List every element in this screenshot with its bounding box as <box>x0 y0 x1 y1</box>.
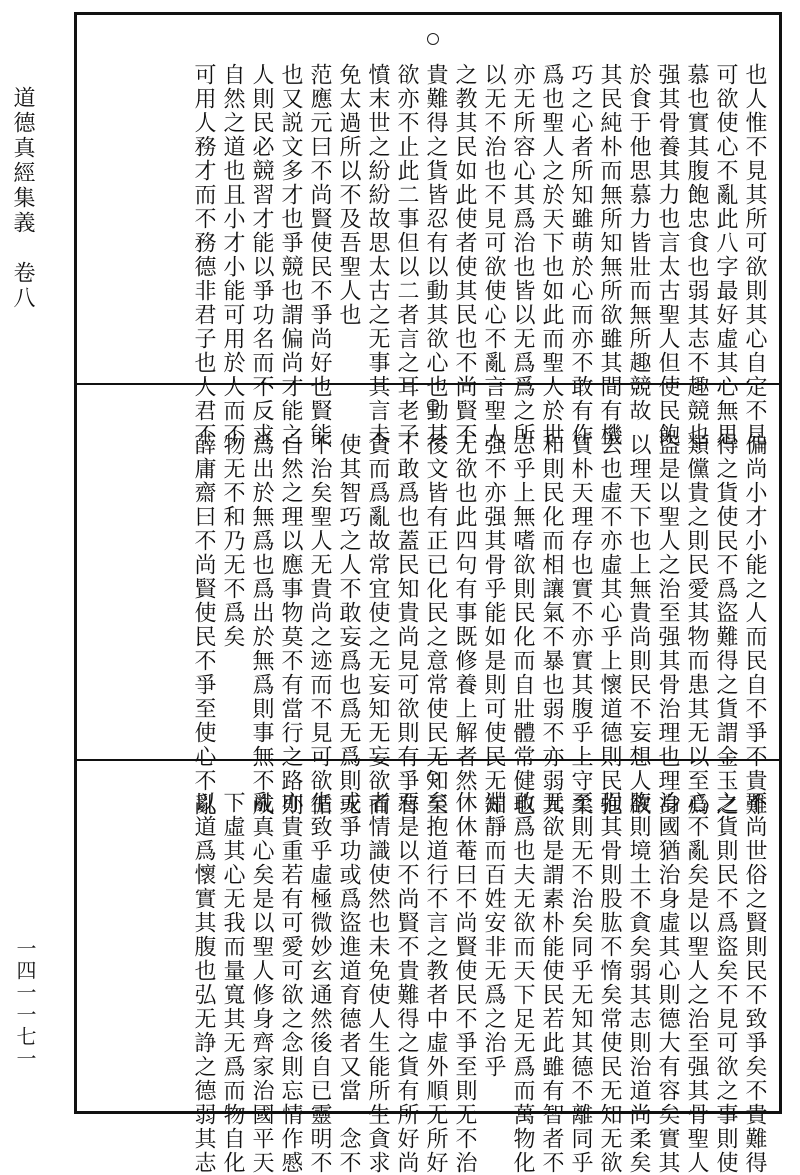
panel-top <box>77 15 779 447</box>
text-column: 或爭功或爲盜進道育德者又當一念不 <box>336 791 361 1175</box>
text-column: 亂真心矣是以聖人修身齊家治國平天 <box>249 791 274 1175</box>
text-column: 矣抱道行不言之教者中虛外順无所好 <box>423 791 448 1175</box>
text-column: 可用人務才而不務德非君子也人君不 <box>191 63 216 447</box>
panel-middle <box>77 385 779 817</box>
text-column: 貪而爲亂故常宜使之无妄知无妄欲而 <box>365 433 390 817</box>
text-column: 强不亦强其骨乎能如是則可使民无知 <box>481 433 506 817</box>
text-column: 和則民化而相讓氣不暴也弱不亦弱其 <box>539 433 564 817</box>
text-columns <box>189 791 769 1175</box>
text-column: 者情識使然也未免使人生能所生貪求 <box>365 791 390 1175</box>
text-column: 偏尚小才小能之人而民自不爭不貴難 <box>742 433 767 817</box>
text-column: 生致乎虛極微妙玄通然後自已靈明不 <box>307 791 332 1175</box>
text-column: 貴難得之貨皆忍有以動其欲心也動其 <box>423 63 448 447</box>
text-column: 巧之心者所知雖萌於心而亦不敢有作 <box>568 63 593 447</box>
text-column: 之貨則民不爲盜矣不見可欲之事則使 <box>713 791 738 1175</box>
text-column: 不尚世俗之賢則民不致爭矣不貴難得 <box>742 791 767 1175</box>
text-column: 人則民必競習才能以爭功名而不反求 <box>249 63 274 447</box>
text-column: 休休菴曰不尚賢使民不爭至則无不治 <box>452 791 477 1175</box>
text-column: 於食于他思慕力皆壯而無所趣競故 <box>626 63 651 423</box>
panel-bottom <box>77 761 779 1175</box>
text-column: 憤末世之紛紛故思太古之无事其言未 <box>365 63 390 447</box>
text-column: 范應元曰不尚賢使民不爭尚好也賢能 <box>307 63 332 447</box>
text-column: 慕也實其腹飽忠食也弱其志不趣競也 <box>684 63 709 447</box>
text-column: 亦貴重若有可愛可欲之念則忘情作慼 <box>278 791 303 1175</box>
text-column: 其民純朴而無所知無所欲雖其間有機 <box>597 63 622 447</box>
text-column: 志乎上無嗜欲則民化而自壯體常健也 <box>510 433 535 817</box>
text-column: 盜是以聖人之治至强其骨治理也理身 <box>655 433 680 817</box>
text-column: 腹則境土不貪矣弱其志則治道尚柔矣 <box>626 791 651 1175</box>
text-column: 无欲是謂素朴能使民若此雖有智者不 <box>539 791 564 1175</box>
margin-page-number: 一四一一七一 <box>13 938 37 1070</box>
circle-mark-icon <box>427 771 439 783</box>
text-column: 也人惟不見其所可欲則其心自定不見 <box>742 63 767 447</box>
text-column: 自然之道也且小才小能可用於人而不 <box>220 63 245 447</box>
text-column: 无欲也此四句有事既修養上解者然 <box>452 433 477 793</box>
text-columns <box>189 433 769 817</box>
text-column: 免太過所以不及吾聖人也 <box>336 63 361 327</box>
page-frame <box>74 12 782 1175</box>
text-column: 薛庸齋曰不尚賢使民不爭至使心不亂 <box>191 433 216 817</box>
text-column: 亦无所容心其爲治也皆以无爲爲之所 <box>510 63 535 447</box>
text-column: 以无不治也不見可欲使心不亂言聖人 <box>481 63 506 447</box>
text-column: 惡是以不尚賢不貴難得之貨有所好尚 <box>394 791 419 1175</box>
text-column: 强其骨則股肱不惰矣常使民无知无欲 <box>597 791 622 1175</box>
text-column: 物无不和乃无不爲矣 <box>220 433 245 649</box>
text-column: 以道爲懷實其腹也弘无諍之德弱其志 <box>191 791 216 1175</box>
text-column: 之教其民如此使者使其民也不尚賢不 <box>452 63 477 447</box>
margin-title: 道德真經集義 卷八 <box>10 86 35 311</box>
text-column: 治國猶治身虛其心則德大有容矣實其 <box>655 791 680 1175</box>
text-column: 强其骨養其力也言太古聖人但使民飽 <box>655 63 680 447</box>
text-column: 欲亦不止此二事但以二者言之耳老子 <box>394 63 419 447</box>
text-column: 爲出於無爲也爲出於無爲則事無不成 <box>249 433 274 817</box>
circle-mark-icon <box>427 399 439 411</box>
text-column: 至則无不治矣同乎无知其德不離同乎 <box>568 791 593 1175</box>
text-column: 可欲使心不亂此八字最好虛其心無思 <box>713 63 738 447</box>
text-column: 自然之理以應事物莫不有當行之路則 <box>278 433 303 817</box>
text-column: 爲也聖人之於天下也如此而聖人於世 <box>539 63 564 447</box>
text-column: 心不亂矣是以聖人之治至强其骨聖人 <box>684 791 709 1175</box>
text-column: 得之貨使民不爲盜難得之貨謂金玉之 <box>713 433 738 817</box>
text-column: 類儻貴之則民愛其物而患其无以至爲 <box>684 433 709 817</box>
text-column: 以理天下也上無貴尚則民不妄想人欲 <box>626 433 651 817</box>
text-column: 去也虛不亦虛其心乎上懷道德則民抱 <box>597 433 622 817</box>
text-column: 不敢爲也蓋民知貴尚見可欲則有爭有 <box>394 433 419 817</box>
text-column: 後文皆有正已化民之意常使民无知至 <box>423 433 448 817</box>
text-column: 使其智巧之人不敢妄爲也爲无爲則无 <box>336 433 361 817</box>
text-column: 也又説文多才也爭競也謂偏尚才能之 <box>278 63 303 447</box>
text-column: 淵靜而百姓安非无爲之治乎 <box>481 791 506 1079</box>
text-column: 不治矣聖人无貴尚之迹而不見可欲循 <box>307 433 332 817</box>
text-column: 下虛其心无我而量寬其无爲而物自化 <box>220 791 245 1175</box>
text-column: 敢爲也夫无欲而天下足无爲而萬物化 <box>510 791 535 1175</box>
circle-mark-icon <box>427 33 439 45</box>
text-column: 質朴天理存也實不亦實其腹乎上守柔 <box>568 433 593 817</box>
